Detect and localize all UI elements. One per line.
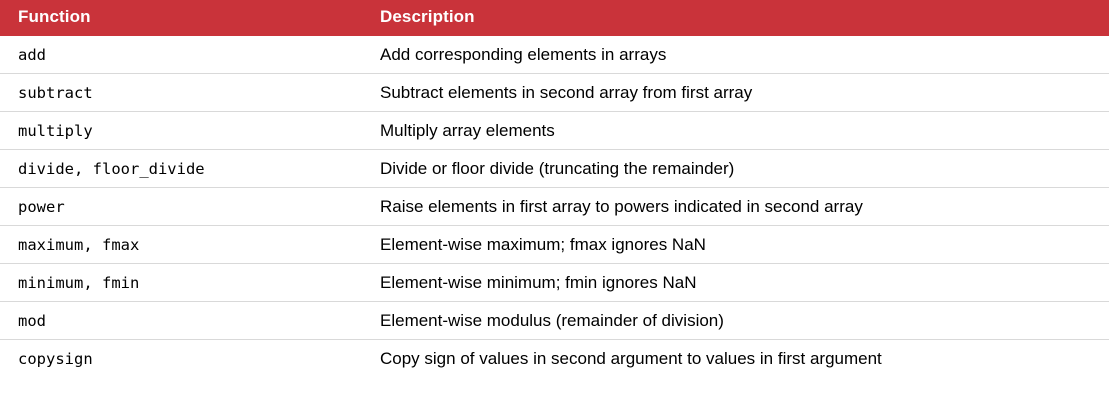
table-row [0,302,1109,340]
table-row [0,188,1109,226]
cell-description: Add corresponding elements in arrays [362,36,1109,74]
cell-function: multiply [0,112,362,150]
cell-description: Element-wise modulus (remainder of division) [362,302,1109,340]
cell-description: Element-wise minimum; fmin ignores NaN [362,264,1109,302]
cell-description: Multiply array elements [362,112,1109,150]
cell-function: mod [0,302,362,340]
table-row [0,112,1109,150]
table-header-row [0,0,1109,36]
table-row [0,74,1109,112]
cell-function: minimum, fmin [0,264,362,302]
table-header [0,0,1109,36]
cell-function: subtract [0,74,362,112]
column-header-description: Description [380,7,475,26]
table-row [0,150,1109,188]
cell-function: maximum, fmax [0,226,362,264]
table-row [0,226,1109,264]
table-row [0,36,1109,74]
cell-function: add [0,36,362,74]
cell-description: Copy sign of values in second argument to values in first argument [380,348,882,368]
table-row [0,264,1109,302]
cell-function: copysign [18,349,93,368]
cell-description: Raise elements in first array to powers indicated in second array [362,188,1109,226]
cell-description: Divide or floor divide (truncating the remainder) [362,150,1109,188]
column-header-function: Function [18,7,91,26]
cell-description: Subtract elements in second array from first array [362,74,1109,112]
cell-function: divide, floor_divide [0,150,362,188]
table-row [0,340,1109,378]
table-body [0,36,1109,377]
cell-function: power [0,188,362,226]
cell-description: Element-wise maximum; fmax ignores NaN [362,226,1109,264]
